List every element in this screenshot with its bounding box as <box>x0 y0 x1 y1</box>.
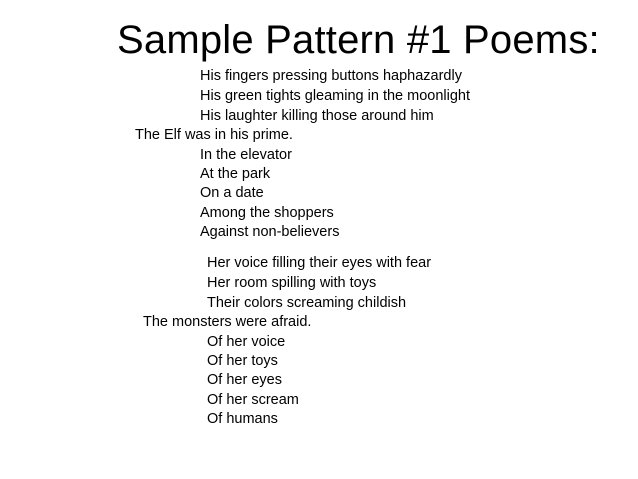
poem-2-line-7: Of her scream <box>207 392 299 408</box>
poem-1-line-4: In the elevator <box>200 147 292 163</box>
poem-2-line-4: Of her voice <box>207 334 286 350</box>
poem-1-line-6: On a date <box>200 185 264 201</box>
poem-2-line-1: Her voice filling their eyes with fear <box>207 255 432 271</box>
poem-1-line-7: Among the shoppers <box>200 205 334 221</box>
poem-1-line-2: His green tights gleaming in the moonlight <box>200 88 471 104</box>
poem-2-line-6: Of her eyes <box>207 372 282 388</box>
poem-1-statement: The Elf was in his prime. <box>135 127 293 143</box>
poem-1-line-1: His fingers pressing buttons haphazardly <box>200 68 462 84</box>
poem-2-line-3: Their colors screaming childish <box>207 295 407 311</box>
poem-1-line-5: At the park <box>200 166 271 182</box>
poem-1-line-3: His laughter killing those around him <box>200 108 434 124</box>
poem-2-line-8: Of humans <box>207 411 278 427</box>
poem-2-line-2: Her room spilling with toys <box>207 275 377 291</box>
slide-title: Sample Pattern #1 Poems: <box>117 18 600 62</box>
poem-2-statement: The monsters were afraid. <box>143 314 312 330</box>
poem-1-line-8: Against non-believers <box>200 224 340 240</box>
poem-2-line-5: Of her toys <box>207 353 278 369</box>
